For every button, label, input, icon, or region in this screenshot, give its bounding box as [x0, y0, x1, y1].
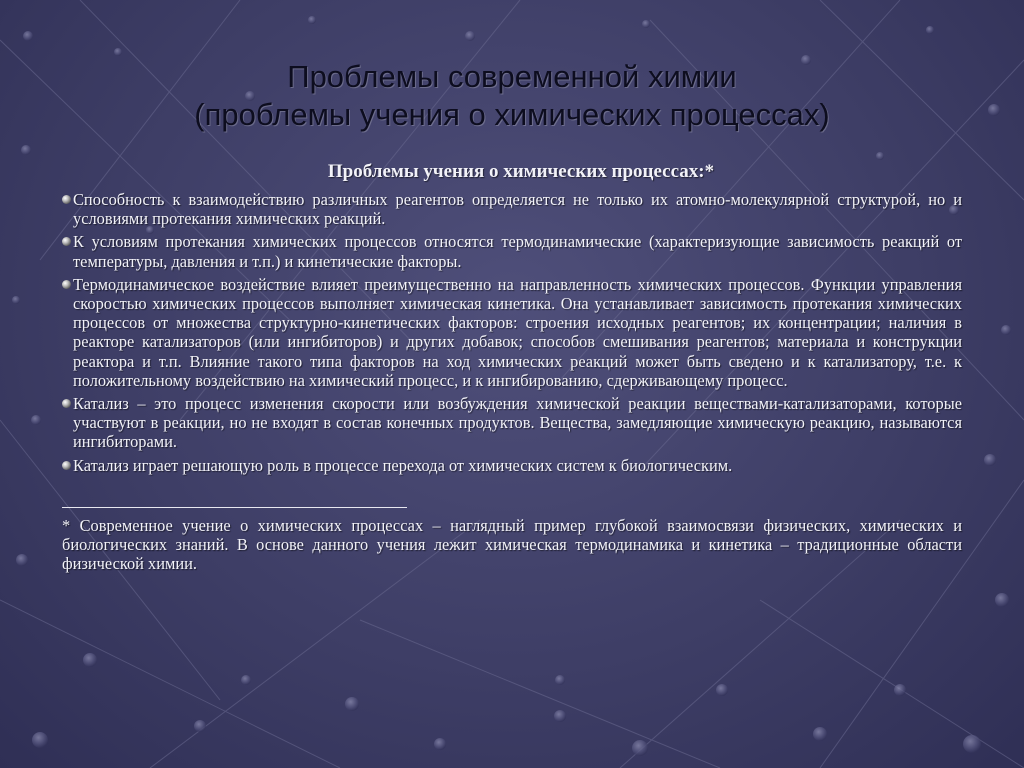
- bullet-text: Катализ – это процесс изменения скорости или возбуждения химической реакции веществами-катализаторами, которые участвуют в реакции, но не входят в состав конечных продуктов. Вещества, замедляющие химическую реакцию, называются ингибиторами.: [73, 394, 962, 452]
- bullet-item: [62, 190, 962, 228]
- bullet-text: Способность к взаимодействию различных реагентов определяется не только их атомно-молекулярной структурой, но и условиями протекания химических реакций.: [73, 190, 962, 229]
- bullet-text: Термодинамическое воздействие влияет преимущественно на направленность химических процессов. Функции управления скоростью химических процессов выполняет химическая кинетика. Она устанавливает зависимость протекания химических процессов от множества структурно-кинетических факторов: строения исходных реагентов; их концентрации; наличия в реакторе катализаторов (или ингибиторов) и других добавок; способов смешивания реагентов; материала и конструкции реактора и т.п. Влияние такого типа факторов на ход химических реакций может быть сведено и к катализатору, т.е. к положительному воздействию на химический процесс, и к ингибированию, сдерживающему процесс.: [73, 274, 962, 390]
- title-line-2: (проблемы учения о химических процессах): [194, 97, 830, 132]
- sphere-bullet-icon: [62, 280, 71, 289]
- slide-content: [62, 160, 962, 573]
- bullet-item: [62, 275, 962, 390]
- bullet-item: [62, 456, 962, 475]
- bullet-text: К условиям протекания химических процессов относятся термодинамические (характеризующие зависимость реакций от температуры, давления и т.п.) и кинетические факторы.: [73, 232, 962, 271]
- bullet-text: Катализ играет решающую роль в процессе перехода от химических систем к биологическим.: [73, 455, 733, 475]
- footnote-text: * Современное учение о химических процессах – наглядный пример глубокой взаимосвязи физических, химических и биологических знаний. В основе данного учения лежит химическая термодинамика и кинетика – традиционные области физической химии.: [62, 515, 962, 574]
- sphere-bullet-icon: [62, 461, 71, 470]
- bullet-item: [62, 232, 962, 270]
- bullet-item: [62, 394, 962, 452]
- slide-title: [0, 58, 1024, 134]
- title-line-1: Проблемы современной химии: [287, 59, 737, 94]
- footnote-divider: [62, 507, 407, 508]
- sphere-bullet-icon: [62, 195, 71, 204]
- sphere-bullet-icon: [62, 237, 71, 246]
- bullet-list: [62, 190, 962, 475]
- sphere-bullet-icon: [62, 399, 71, 408]
- content-subtitle: Проблемы учения о химических процессах:*: [327, 161, 715, 182]
